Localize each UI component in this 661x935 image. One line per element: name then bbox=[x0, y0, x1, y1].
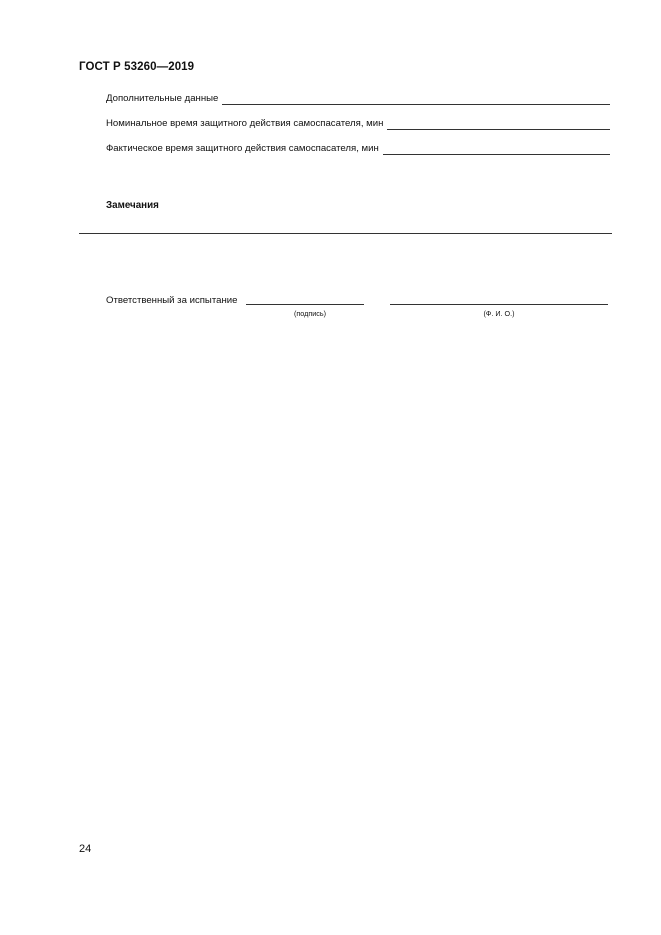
signature-caption: (подпись) bbox=[294, 309, 326, 318]
field-nominal-time bbox=[106, 116, 610, 130]
remarks-title: Замечания bbox=[106, 200, 159, 211]
responsible-label: Ответственный за испытание bbox=[106, 295, 238, 306]
remarks-blank-line bbox=[79, 233, 612, 234]
name-blank-line bbox=[390, 304, 608, 305]
field-blank-line bbox=[387, 119, 610, 130]
field-label: Фактическое время защитного действия самоспасателя, мин bbox=[106, 143, 379, 154]
document-header: ГОСТ Р 53260—2019 bbox=[79, 61, 195, 73]
field-blank-line bbox=[222, 94, 610, 105]
field-actual-time bbox=[106, 141, 610, 155]
name-caption: (Ф. И. О.) bbox=[483, 309, 515, 318]
field-blank-line bbox=[383, 144, 610, 155]
field-additional-data bbox=[106, 91, 610, 105]
field-label: Номинальное время защитного действия самоспасателя, мин bbox=[106, 118, 384, 129]
field-label: Дополнительные данные bbox=[106, 93, 219, 104]
signature-blank-line bbox=[246, 304, 364, 305]
page-number: 24 bbox=[79, 843, 92, 855]
